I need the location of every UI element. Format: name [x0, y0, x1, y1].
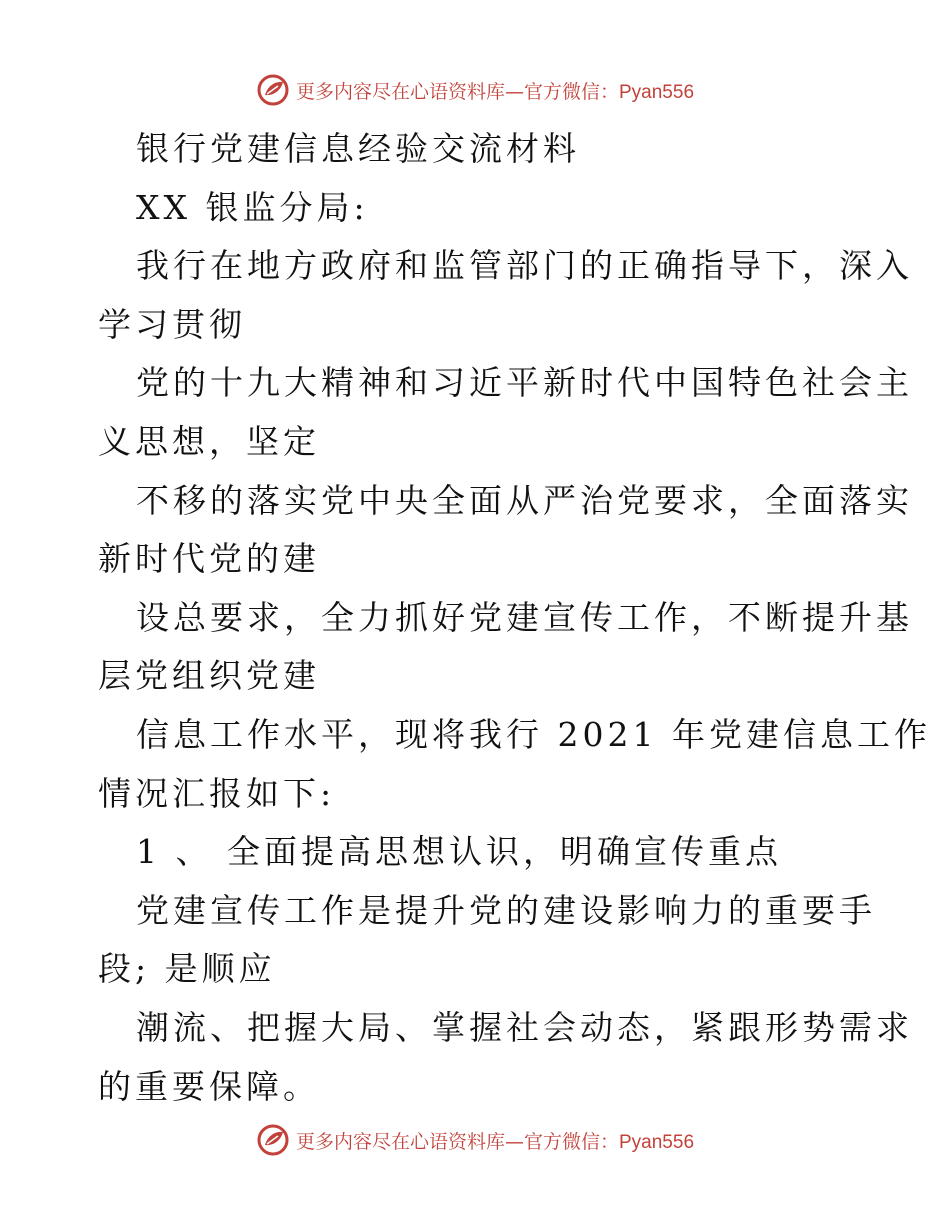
paragraph-line: 设总要求，全力抓好党建宣传工作，不断提升基: [136, 597, 913, 637]
document-body: [98, 120, 931, 1116]
paragraph-line: 潮流、把握大局、掌握社会动态，紧跟形势需求: [136, 1007, 913, 1047]
paragraph-line: 党的十九大精神和习近平新时代中国特色社会主: [136, 363, 913, 403]
paragraph-line: 情况汇报如下:: [98, 773, 336, 813]
paragraph-line: 不移的落实党中央全面从严治党要求，全面落实: [136, 480, 913, 520]
paragraph-line: 段; 是顺应: [98, 949, 276, 989]
leaf-logo-icon: [256, 1123, 290, 1157]
paragraph-line: 党建宣传工作是提升党的建设影响力的重要手: [136, 890, 876, 930]
watermark-text: 更多内容尽在心语资料库—官方微信：Pyan556: [295, 80, 695, 103]
section-heading: 1 、 全面提高思想认识，明确宣传重点: [136, 832, 782, 872]
paragraph-line: 学习贯彻: [98, 304, 246, 344]
addressee: XX 银监分局:: [136, 187, 369, 227]
paragraph-line: 义思想，坚定: [98, 421, 320, 461]
watermark-group: [256, 73, 694, 107]
paragraph-line: 的重要保障。: [98, 1066, 320, 1106]
watermark-banner-bottom: [0, 1120, 950, 1160]
paragraph-line: 信息工作水平，现将我行 2021 年党建信息工作: [136, 714, 931, 754]
watermark-banner-top: [0, 70, 950, 110]
watermark-group: [256, 1123, 694, 1157]
paragraph-line: 新时代党的建: [98, 539, 320, 579]
document-title: 银行党建信息经验交流材料: [136, 129, 580, 168]
paragraph-line: 我行在地方政府和监管部门的正确指导下，深入: [136, 246, 913, 286]
paragraph-line: 层党组织党建: [98, 656, 320, 696]
leaf-logo-icon: [256, 73, 290, 107]
watermark-text: 更多内容尽在心语资料库—官方微信：Pyan556: [295, 1130, 695, 1153]
